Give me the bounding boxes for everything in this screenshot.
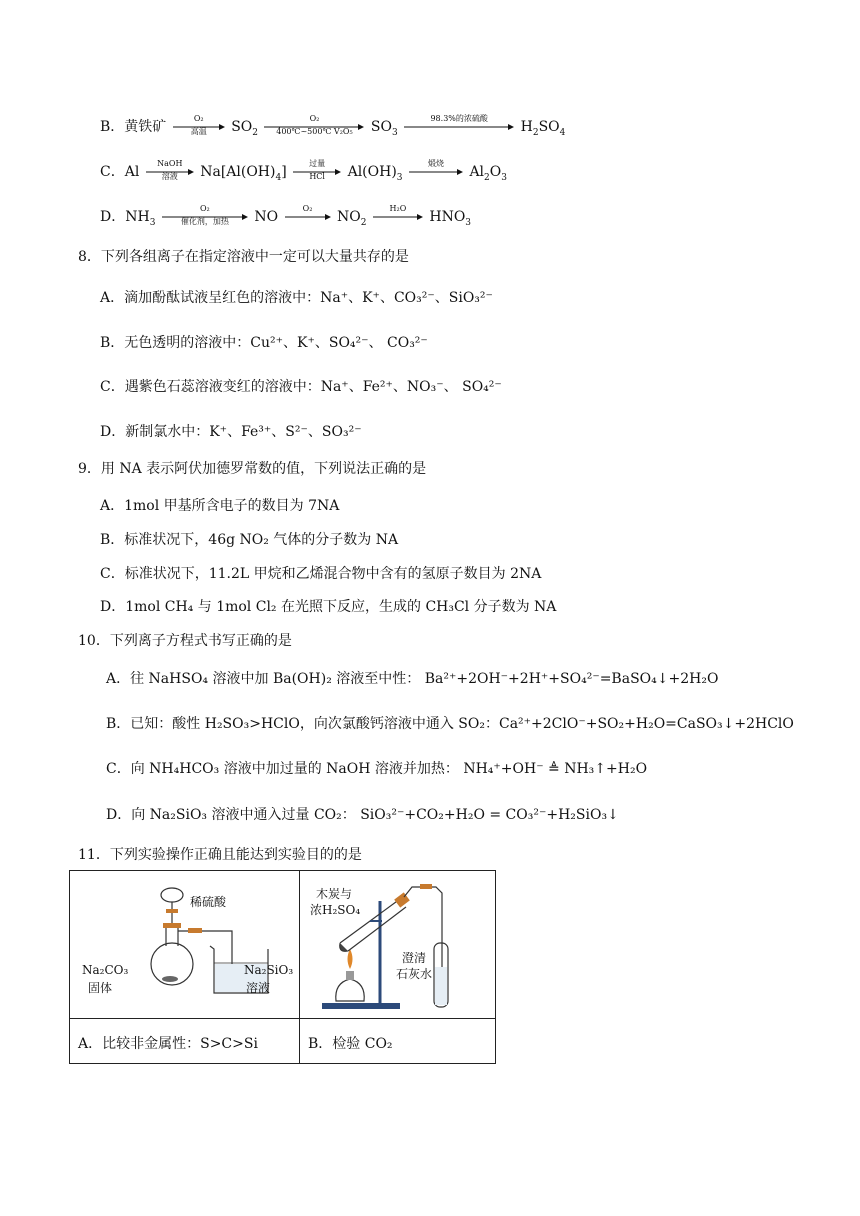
subscript: 2 [252,127,259,138]
q11-table [69,870,496,1064]
q8-option-a[interactable]: A．滴加酚酞试液呈红色的溶液中：Na⁺、K⁺、CO₃²⁻、SiO₃²⁻ [100,290,493,306]
reaction-arrow [264,114,364,136]
arrow-bottom-label: 400℃~500℃ V₂O₅ [276,127,353,136]
reaction-arrow [146,159,194,181]
subscript: 3 [149,217,156,228]
option-label: C． [100,164,125,180]
q11-stem: 11．下列实验操作正确且能达到实验目的的是 [78,847,362,863]
q7-option-d[interactable] [100,204,472,233]
q8-option-d[interactable]: D．新制氯水中：K⁺、Fe³⁺、S²⁻、SO₃²⁻ [100,424,362,440]
label-na2co3: Na₂CO₃ [82,963,129,977]
formula-start: Al [124,164,140,180]
label-conc-h2so4: 浓H₂SO₄ [310,903,361,917]
formula-mid-tail: ] [281,164,287,180]
formula-end: H [520,119,533,135]
subscript: 4 [559,127,566,138]
label-clear: 澄清 [402,951,427,965]
formula-mid: SO [370,119,392,135]
arrow-bottom-label: 溶液 [161,172,178,181]
reaction-arrow [162,204,248,226]
q10-option-d[interactable]: D．向 Na₂SiO₃ 溶液中通入过量 CO₂： SiO₃²⁻+CO₂+H₂O = CO₃²⁻+H₂SiO₃↓ [106,807,619,823]
arrow-top-label: O₂ [302,204,313,213]
subscript: 4 [275,172,282,183]
arrow-bottom-label: HCl [309,172,325,181]
arrow-bottom-label: 催化剂，加热 [180,217,229,226]
q10-option-a[interactable]: A．往 NaHSO₄ 溶液中加 Ba(OH)₂ 溶液至中性： Ba²⁺+2OH⁻+2H⁺+SO₄²⁻=BaSO₄↓+2H₂O [106,671,719,687]
formula-end: HNO [429,209,466,225]
q9-option-c[interactable]: C．标准状况下，11.2L 甲烷和乙烯混合物中含有的氢原子数目为 2NA [100,566,542,582]
option-label: B． [100,119,125,135]
reaction-arrow [173,114,225,136]
reaction-arrow [373,204,423,220]
formula-mid: NO [254,209,279,225]
q10-option-c[interactable]: C．向 NH₄HCO₃ 溶液中加过量的 NaOH 溶液并加热： NH₄⁺+OH⁻ ≜ NH₃↑+H₂O [106,761,648,777]
table-divider-horizontal [70,1018,495,1019]
arrow-top-label: 过量 [309,159,326,168]
label-solid: 固体 [88,981,113,995]
subscript: 2 [532,127,539,138]
caption-a[interactable]: A．比较非金属性：S>C>Si [78,1036,258,1052]
formula-start: 黄铁矿 [124,119,167,135]
reaction-arrow [285,204,331,220]
subscript: 2 [484,172,490,183]
label-charcoal: 木炭与 [316,887,353,901]
reaction-arrow [404,114,514,130]
q9-option-b[interactable]: B．标准状况下，46g NO₂ 气体的分子数为 NA [100,532,399,548]
q9-option-d[interactable]: D．1mol CH₄ 与 1mol Cl₂ 在光照下反应，生成的 CH₃Cl 分子数为 NA [100,599,557,615]
label-limewater: 石灰水 [396,967,433,981]
reaction-arrow [409,159,463,175]
label-na2sio3: Na₂SiO₃ [244,963,294,977]
q7-option-c[interactable] [100,159,507,188]
q8-option-b[interactable]: B．无色透明的溶液中：Cu²⁺、K⁺、SO₄²⁻、 CO₃²⁻ [100,335,428,351]
arrow-bottom-label: 高温 [190,127,207,136]
q10-stem: 10．下列离子方程式书写正确的是 [78,633,292,649]
subscript: 3 [501,172,507,183]
arrow-top-label: 煅烧 [427,159,444,168]
q8-stem: 8．下列各组离子在指定溶液中一定可以大量共存的是 [78,249,409,265]
q9-option-a[interactable]: A．1mol 甲基所含电子的数目为 7NA [100,498,340,514]
option-label: D． [100,209,126,225]
formula-mid: Al(OH) [347,164,397,180]
q8-option-c[interactable]: C．遇紫色石蕊溶液变红的溶液中：Na⁺、Fe²⁺、NO₃⁻、 SO₄²⁻ [100,379,502,395]
formula-mid: Na[Al(OH) [200,164,276,180]
arrow-top-label: H₂O [389,204,407,213]
label-solution: 溶液 [246,981,271,995]
subscript: 3 [396,172,403,183]
subscript: 3 [465,217,472,228]
q10-option-b[interactable]: B．已知：酸性 H₂SO₃>HClO，向次氯酸钙溶液中通入 SO₂：Ca²⁺+2ClO⁻+SO₂+H₂O=CaSO₃↓+2HClO [106,716,794,732]
formula-mid: SO [231,119,253,135]
arrow-top-label: O₂ [200,204,210,213]
arrow-top-label: O₂ [309,114,320,123]
reaction-arrow [293,159,341,181]
q9-stem: 9．用 NA 表示阿伏加德罗常数的值，下列说法正确的是 [78,461,427,477]
caption-b[interactable]: B．检验 CO₂ [308,1036,393,1052]
q7-option-b[interactable] [100,114,566,143]
formula-end: Al [469,164,485,180]
formula-start: NH [125,209,150,225]
arrow-top-label: O₂ [193,114,204,123]
subscript: 3 [392,127,398,138]
arrow-top-label: NaOH [157,159,183,168]
formula-end-tail: O [489,164,502,180]
arrow-top-label: 98.3%的浓硫酸 [430,114,488,123]
label-dilute-sulfuric-acid: 稀硫酸 [190,895,227,909]
subscript: 2 [360,217,367,228]
formula-mid: NO [336,209,361,225]
formula-end-tail: SO [538,119,560,135]
